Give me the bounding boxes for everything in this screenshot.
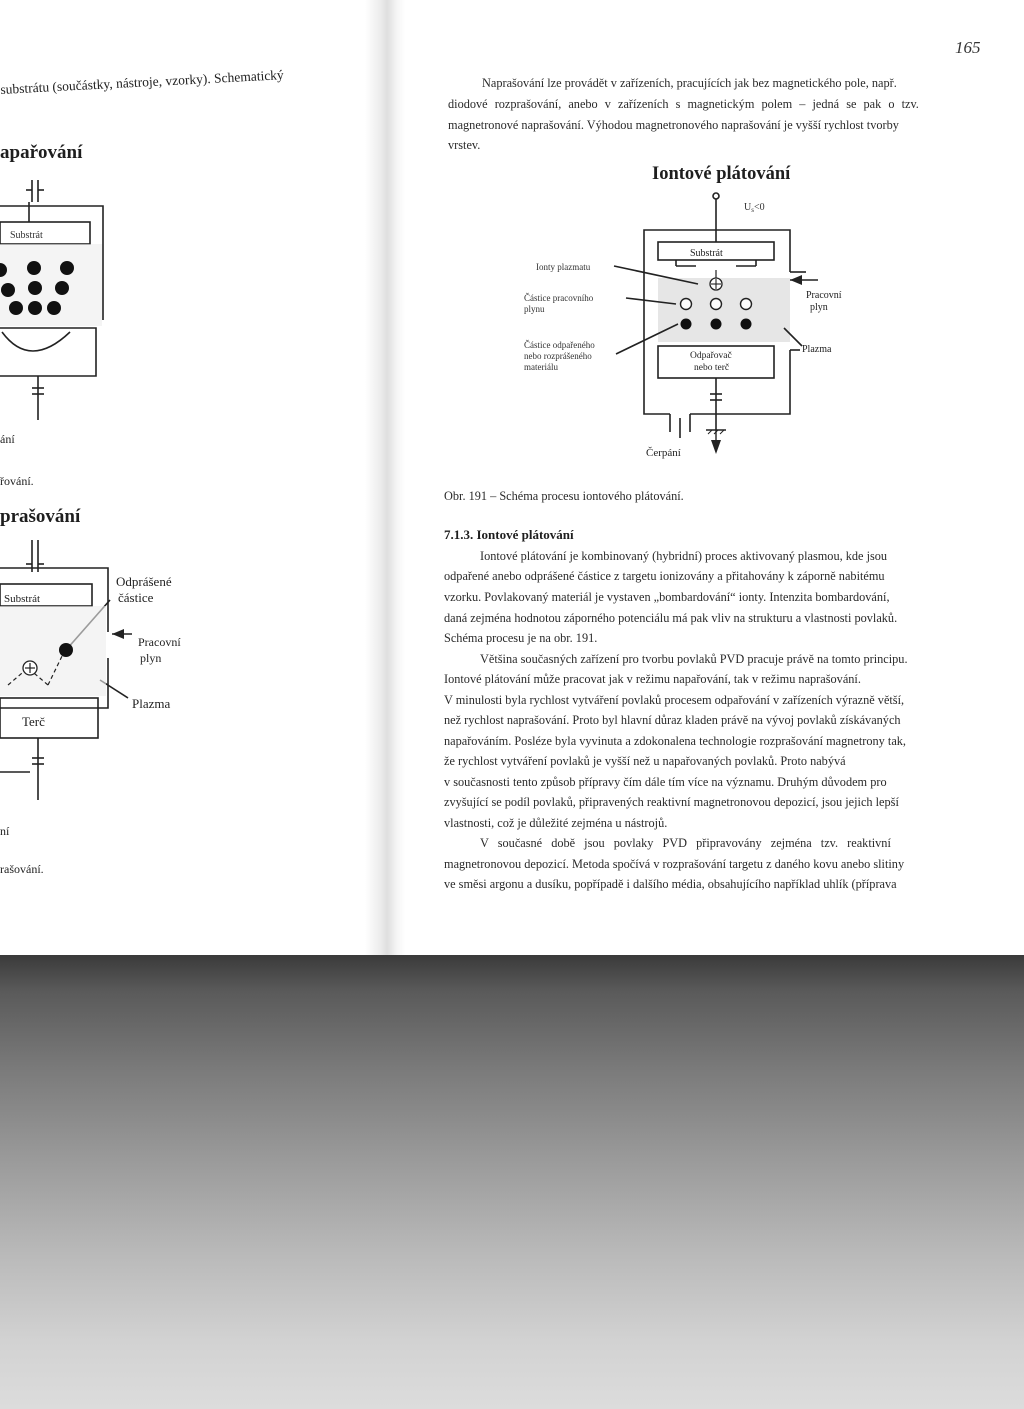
- ion-plating-diagram: [520, 186, 880, 466]
- label-plazma: Plazma: [802, 344, 832, 355]
- para-line: že rychlost vytváření povlaků je vyšší než u napařovaných povlaků. Proto nabývá: [444, 754, 846, 768]
- left-fig2-substrat: Substrát: [4, 593, 41, 605]
- left-fig2-pracovni-2: plyn: [140, 651, 162, 665]
- section-heading: 7.1.3. Iontové plátování: [444, 527, 574, 542]
- label-odparovac-2: nebo terč: [694, 363, 730, 373]
- label-castice-odp-1: Částice odpařeného: [524, 340, 595, 350]
- label-pracovni-2: plyn: [810, 302, 828, 313]
- para-line: zvyšující se podíl povlaků, připravených reaktivní magnetronovou depozicí, jsou jejich lepší: [444, 795, 899, 809]
- label-voltage: $U_s<0$: [744, 202, 765, 214]
- para-line: ve směsi argonu a dusíku, popřípadě i dalšího média, obsahujícího například uhlík (příprava: [444, 877, 897, 891]
- para-line: napařováním. Posléze byla vyvinuta a zdokonalena technologie rozprašování magnetrony tak,: [444, 734, 907, 748]
- label-ionty: Ionty plazmatu: [536, 262, 591, 272]
- label-cerpani: Čerpání: [646, 447, 681, 459]
- para-line: než rychlost naprašování. Proto byl hlavní důraz kladen právě na vývoj povlaků získávaných: [444, 713, 901, 727]
- figure-title: Iontové plátování: [652, 164, 791, 184]
- label-castice-odp-2: nebo rozprášeného: [524, 351, 592, 361]
- left-sputtering-diagram: [0, 540, 200, 810]
- label-castice-odp-3: materiálu: [524, 362, 558, 372]
- para-line: odpařené anebo odprášené částice z targetu ionizovány a přitahovány k záporně nabitému: [444, 569, 885, 583]
- para-line: v současnosti tento způsob přípravy čím dále tím více na významu. Druhým důvodem pro: [444, 775, 887, 789]
- left-fig2-pracovni-1: Pracovní: [138, 635, 181, 649]
- page-number: 165: [955, 38, 981, 57]
- left-caption-2b: rašování.: [0, 862, 44, 876]
- left-evaporation-diagram: [0, 180, 110, 420]
- label-pracovni-1: Pracovní: [806, 290, 842, 301]
- intro-line: magnetronové naprašování. Výhodou magnetronového naprašování je vyšší rychlost tvorby: [448, 118, 899, 132]
- left-caption-1a: ání: [0, 432, 15, 446]
- para-line: Iontové plátování může pracovat jak v režimu napařování, tak v režimu naprašování.: [444, 672, 861, 686]
- label-substrat: Substrát: [690, 248, 723, 259]
- para-line: Většina současných zařízení pro tvorbu povlaků PVD pracuje právě na tomto principu.: [480, 652, 908, 666]
- left-top-line: substrátu (součástky, nástroje, vzorky). Schematický: [0, 67, 285, 97]
- left-fig2-plazma: Plazma: [132, 696, 171, 711]
- para-line: daná zejména hodnotou záporného potenciálu má pak vliv na strukturu a vlastnosti povlaků.: [444, 611, 898, 625]
- label-odparovac-1: Odpařovač: [690, 351, 732, 361]
- left-fig2-odprasene-1: Odprášené: [116, 574, 172, 589]
- para-line: vlastnosti, což je důležité zejména u nástrojů.: [444, 816, 668, 830]
- left-fig2-odprasene-2: částice: [118, 590, 154, 605]
- para-line: magnetronovou depozicí. Metoda spočívá v rozprašování targetu z daného kovu anebo slitiny: [444, 857, 905, 871]
- left-heading-1: apařování: [0, 142, 83, 163]
- para-line: vzorku. Povlakovaný materiál je vystaven „bombardování“ ionty. Intenzita bombardování,: [444, 590, 890, 604]
- left-caption-2a: ní: [0, 824, 10, 838]
- left-fig1-substrat: Substrát: [10, 230, 43, 241]
- figure-caption: Obr. 191 – Schéma procesu iontového plátování.: [444, 489, 684, 503]
- left-fig2-terc: Terč: [22, 714, 45, 729]
- para-line: V současné době jsou povlaky PVD připravovány zejména tzv. reaktivní: [480, 836, 891, 850]
- label-castice-prac-2: plynu: [524, 304, 545, 314]
- intro-line: vrstev.: [448, 138, 481, 152]
- para-line: Iontové plátování je kombinovaný (hybridní) proces aktivovaný plasmou, kde jsou: [480, 549, 888, 563]
- scanner-background: [0, 955, 1024, 1409]
- para-line: V minulosti byla rychlost vytváření povlaků procesem odpařování v zařízeních výrazně větší,: [444, 693, 905, 707]
- label-castice-prac-1: Částice pracovního: [524, 293, 594, 303]
- left-heading-2: prašování: [0, 506, 81, 527]
- para-line: Schéma procesu je na obr. 191.: [444, 631, 598, 645]
- book-spine-shadow: [365, 0, 405, 960]
- left-caption-1b: řování.: [0, 474, 34, 488]
- intro-line: diodové rozprašování, anebo v zařízeních s magnetickým polem – jedná se pak o tzv.: [448, 97, 919, 111]
- intro-line: Naprašování lze provádět v zařízeních, pracujících jak bez magnetického pole, např.: [482, 76, 897, 90]
